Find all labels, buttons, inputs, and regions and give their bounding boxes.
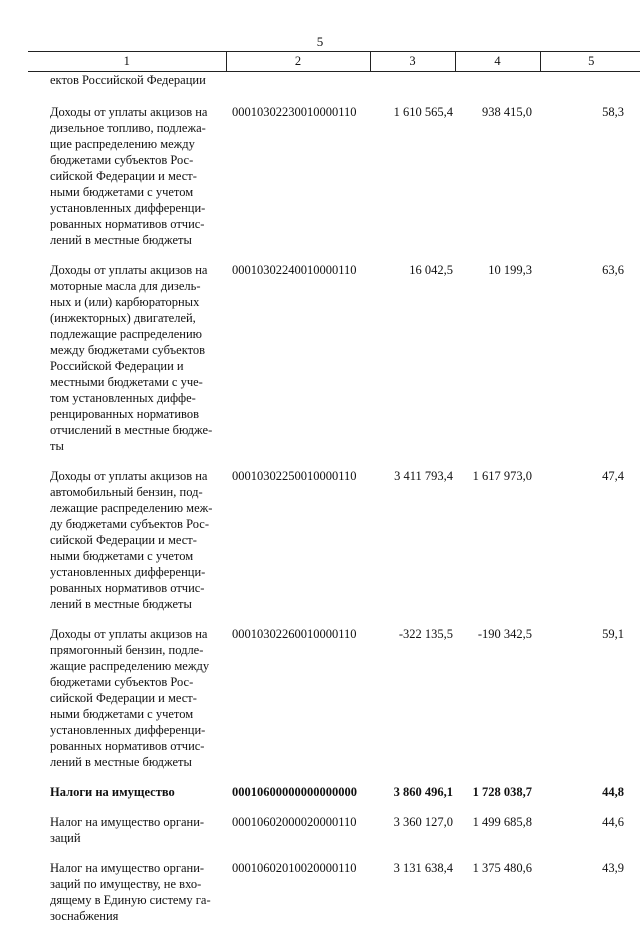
row-code: 00010302230010000110 (226, 100, 370, 262)
row-code: 00010302260010000110 (226, 626, 370, 784)
column-header-1: 1 (28, 52, 226, 72)
row-name: Доходы от уплаты акцизов на прямогонный бензин, подле- жащие распределению между бюджетами субъектов Рос- сийской Федерации и мест- ными бюджетами с учетом установленных дифференци- рованных нормативов отчис- лений в местные бюджеты (28, 626, 226, 784)
row-plan-value: 16 042,5 (370, 262, 455, 468)
row-code: 00010602010020000110 (226, 860, 370, 938)
row-code: 00010302240010000110 (226, 262, 370, 468)
row-plan-value: 3 360 127,0 (370, 814, 455, 860)
row-plan-value: 1 610 565,4 (370, 100, 455, 262)
row-percent: 47,4 (540, 468, 640, 626)
row-name: Доходы от уплаты акцизов на дизельное топливо, подлежа- щие распределению между бюджетами субъектов Рос- сийской Федерации и мест- ными бюджетами с учетом установленных дифференци- рованных нормативов отчис- лений в местные бюджеты (28, 100, 226, 262)
table-row (28, 814, 640, 860)
row-fact-value: 1 617 973,0 (455, 468, 540, 626)
table-row (28, 72, 640, 101)
row-name: Налоги на имущество (28, 784, 226, 814)
row-code: 00010602000020000110 (226, 814, 370, 860)
row-name: Доходы от уплаты акцизов на автомобильный бензин, под- лежащие распределению меж- ду бюджетами субъектов Рос- сийской Федерации и мест- ными бюджетами с учетом установленных дифференци- рованных нормативов отчис- лений в местные бюджеты (28, 468, 226, 626)
row-code: 00010302250010000110 (226, 468, 370, 626)
row-fact-value: 1 375 480,6 (455, 860, 540, 938)
column-header-4: 4 (455, 52, 540, 72)
row-fact-value: -190 342,5 (455, 626, 540, 784)
row-plan-value: -322 135,5 (370, 626, 455, 784)
column-header-5: 5 (540, 52, 640, 72)
row-percent: 43,9 (540, 860, 640, 938)
row-percent: 58,3 (540, 100, 640, 262)
row-percent: 59,1 (540, 626, 640, 784)
row-name: Налог на имущество органи- заций по имуществу, не вхо- дящему в Единую систему га- зоснабжения (28, 860, 226, 938)
table-row (28, 626, 640, 784)
page-number: 5 (0, 34, 640, 51)
row-fact-value: 10 199,3 (455, 262, 540, 468)
table-row (28, 262, 640, 468)
row-percent (540, 72, 640, 101)
table-body (28, 72, 640, 938)
column-header-2: 2 (226, 52, 370, 72)
row-name: Налог на имущество органи- заций (28, 814, 226, 860)
row-fact-value: 1 499 685,8 (455, 814, 540, 860)
budget-table (28, 51, 640, 938)
row-code: 00010600000000000000 (226, 784, 370, 814)
row-percent: 44,8 (540, 784, 640, 814)
table-row (28, 784, 640, 814)
table-row (28, 860, 640, 938)
table-row (28, 100, 640, 262)
row-plan-value: 3 411 793,4 (370, 468, 455, 626)
row-percent: 44,6 (540, 814, 640, 860)
row-fact-value: 1 728 038,7 (455, 784, 540, 814)
row-percent: 63,6 (540, 262, 640, 468)
table-row (28, 468, 640, 626)
row-code (226, 72, 370, 101)
row-plan-value (370, 72, 455, 101)
row-plan-value: 3 131 638,4 (370, 860, 455, 938)
row-fact-value: 938 415,0 (455, 100, 540, 262)
table-header-row (28, 52, 640, 72)
row-name: ектов Российской Федерации (28, 72, 226, 101)
column-header-3: 3 (370, 52, 455, 72)
row-plan-value: 3 860 496,1 (370, 784, 455, 814)
row-fact-value (455, 72, 540, 101)
row-name: Доходы от уплаты акцизов на моторные масла для дизель- ных и (или) карбюраторных (инжекторных) двигателей, подлежащие распределению между бюджетами субъектов Российской Федерации и местными бюджетами с уче- том установленных диффе- ренцированных нормативов отчислений в местные бюдже- ты (28, 262, 226, 468)
